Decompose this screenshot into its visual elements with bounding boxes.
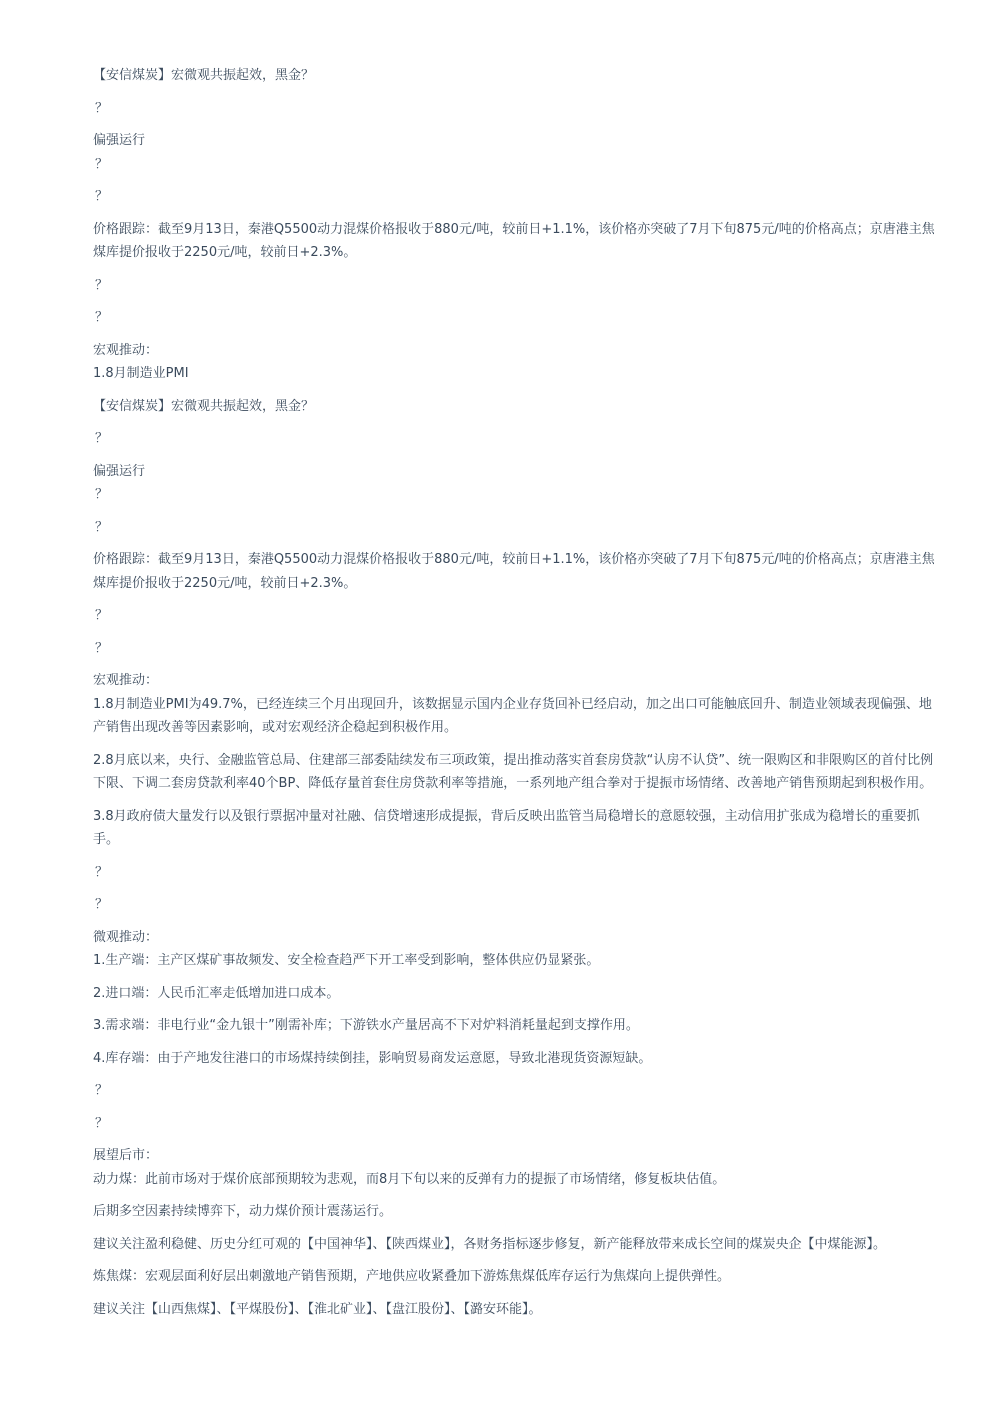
paragraph: 【安信煤炭】宏微观共振起效，黑金？ — [93, 398, 315, 414]
paragraph: 偏强运行 — [93, 463, 146, 479]
paragraph: 建议关注盈利稳健、历史分红可观的【中国神华】、【陕西煤业】，各财务指标逐步修复，新产能释放带来成长空间的煤炭央企【中煤能源】。 — [93, 1236, 887, 1252]
paragraph: 4.库存端：由于产地发往港口的市场煤持续倒挂，影响贸易商发运意愿，导致北港现货资源短缺。 — [93, 1050, 652, 1066]
paragraph: 1.生产端：主产区煤矿事故频发、安全检查趋严下开工率受到影响，整体供应仍显紧张。 — [93, 953, 600, 968]
placeholder-mark: ？ — [95, 519, 109, 535]
paragraph: 价格跟踪：截至9月13日，秦港Q5500动力混煤价格报收于880元/吨，较前日+1.1%，该价格亦突破了7月下旬875元/吨的价格高点；京唐港主焦煤库提价报收于2250元/吨，较前日+2.3%。 — [93, 221, 935, 260]
placeholder-mark: ？ — [95, 156, 109, 172]
placeholder-mark: ？ — [95, 897, 109, 912]
placeholder-mark: ？ — [95, 487, 109, 502]
paragraph: 1.8月制造业PMI — [93, 366, 189, 381]
paragraph: 价格跟踪：截至9月13日，秦港Q5500动力混煤价格报收于880元/吨，较前日+1.1%，该价格亦突破了7月下旬875元/吨的价格高点；京唐港主焦煤库提价报收于2250元/吨，较前日+2.3%。 — [93, 552, 935, 591]
paragraph: 微观推动： — [93, 929, 159, 945]
placeholder-mark: ？ — [95, 640, 109, 656]
paragraph: 建议关注【山西焦煤】、【平煤股份】、【淮北矿业】、【盘江股份】、【潞安环能】。 — [93, 1301, 542, 1317]
paragraph: 偏强运行 — [93, 133, 146, 148]
paragraph: 2.进口端：人民币汇率走低增加进口成本。 — [93, 985, 340, 1001]
paragraph: 动力煤：此前市场对于煤价底部预期较为悲观，而8月下旬以来的反弹有力的提振了市场情绪，修复板块估值。 — [93, 1171, 726, 1187]
placeholder-mark: ？ — [95, 864, 109, 880]
paragraph: 后期多空因素持续博弈下，动力煤价预计震荡运行。 — [93, 1204, 393, 1219]
document-body — [93, 64, 941, 1330]
paragraph: 3.8月政府债大量发行以及银行票据冲量对社融、信贷增速形成提振，背后反映出监管当局稳增长的意愿较强，主动信用扩张成为稳增长的重要抓手。 — [93, 808, 920, 847]
placeholder-mark: ？ — [95, 277, 109, 293]
placeholder-mark: ？ — [95, 1115, 109, 1131]
paragraph: 1.8月制造业PMI为49.7%，已经连续三个月出现回升，该数据显示国内企业存货回补已经启动，加之出口可能触底回升、制造业领域表现偏强、地产销售出现改善等因素影响，或对宏观经济企稳起到积极作用。 — [93, 696, 932, 735]
placeholder-mark: ？ — [95, 100, 109, 116]
paragraph: 3.需求端：非电行业“金九银十”刚需补库；下游铁水产量居高不下对炉料消耗量起到支撑作用。 — [93, 1018, 639, 1033]
placeholder-mark: ？ — [95, 189, 109, 204]
placeholder-mark: ？ — [95, 608, 109, 623]
placeholder-mark: ？ — [95, 1083, 109, 1098]
placeholder-mark: ？ — [95, 310, 109, 325]
paragraph: 宏观推动： — [93, 673, 159, 688]
placeholder-mark: ？ — [95, 431, 109, 446]
paragraph: 【安信煤炭】宏微观共振起效，黑金？ — [93, 68, 315, 83]
paragraph: 炼焦煤：宏观层面利好层出刺激地产销售预期，产地供应收紧叠加下游炼焦煤低库存运行为焦煤向上提供弹性。 — [93, 1269, 731, 1284]
paragraph: 宏观推动： — [93, 342, 159, 358]
paragraph: 展望后市： — [93, 1148, 159, 1163]
paragraph: 2.8月底以来，央行、金融监管总局、住建部三部委陆续发布三项政策，提出推动落实首套房贷款“认房不认贷”、统一限购区和非限购区的首付比例下限、下调二套房贷款利率40个BP、降低存量首套住房贷款利率等措施，一系列地产组合拳对于提振市场情绪、改善地产销售预期起到积极作用。 — [93, 752, 934, 791]
